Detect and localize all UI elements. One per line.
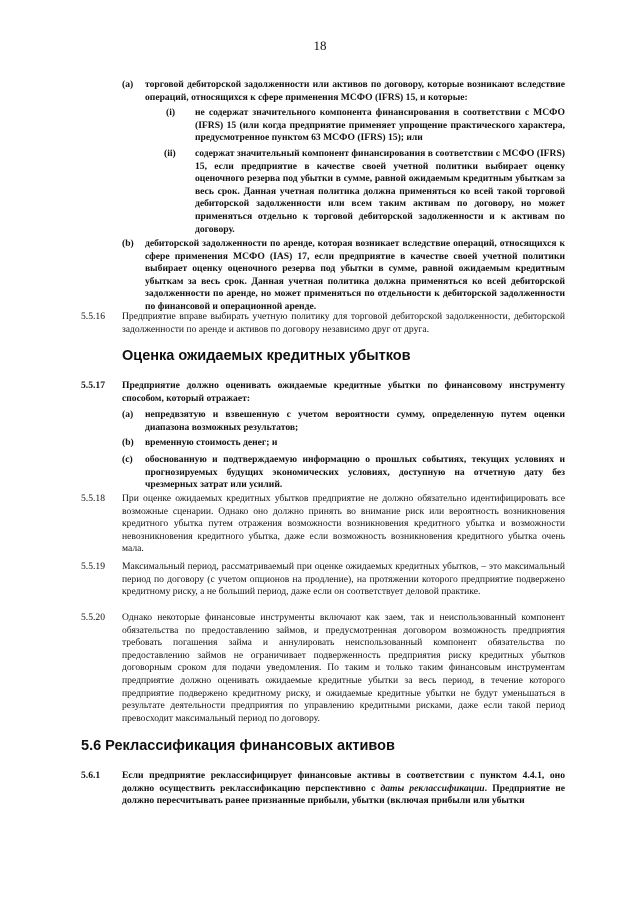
list-label-a: (a) [122,79,134,90]
list-label-b: (b) [122,238,134,249]
list-item-b: дебиторской задолженности по аренде, которая возникает вследствие операций, относящихся к сфере применения МСФО (IAS) 17, если предприятие в качестве своей учетной политики выбирает оценку оценочного резерва под убытки в сумме, равной ожидаемым кредитным убыткам за весь срок. Данная учетная политика должна применяться ко всей дебиторской задолженности по аренде, но может применяться по отдельности к дебиторской задолженности по финансовой и операционной аренде. [145,238,565,312]
para-5520: Однако некоторые финансовые инструменты включают как заем, так и неиспользованный компонент обязательства по предоставлению займов, и предусмотренная договором возможность предприятия требовать погашения займа и аннулировать неиспользованный компонент обязательства по предоставлению займов не ограничивает подверженность предприятия риску кредитных убытков договорным сроком для подачи уведомления. По таким и только таким финансовым инструментам предприятие должно оценивать ожидаемые кредитные убытки за весь период, в течение которого предприятие подвержено кредитному риску, и ожидаемые кредитные убытки не будут уменьшаться в результате деятельности предприятия по управлению кредитными рисками, даже если такой период превосходит максимальный период по договору. [122,612,565,724]
list-label-5517-b: (b) [122,437,134,448]
para-5516: Предприятие вправе выбирать учетную политику для торговой дебиторской задолженности, дебиторской задолженности по аренде и активов по договору независимо друг от друга. [122,311,565,335]
section-heading-expected-losses: Оценка ожидаемых кредитных убытков [122,348,411,364]
list-item-5517-c: обоснованную и подтверждаемую информацию о прошлых событиях, текущих условиях и прогнозируемых будущих экономических условиях, доступную на отчетную дату без чрезмерных затрат или усилий. [145,454,565,491]
para-561 [122,770,565,808]
para-number-5518: 5.5.18 [81,493,105,504]
para-number-5519: 5.5.19 [81,561,105,572]
page-number: 18 [313,38,327,53]
para-561-text-before: Если предприятие реклассифицирует финансовые активы в соответствии с пунктом 4.4.1, оно должно осуществить реклассификацию перспективно с [122,770,565,794]
para-561-text-after: . Предприятие не должно пересчитывать ранее признанные прибыли, убытки (включая прибыли или убытки [122,782,566,807]
list-label-ii: (ii) [164,148,176,159]
para-number-5516: 5.5.16 [81,311,105,322]
para-5518: При оценке ожидаемых кредитных убытков предприятие не должно обязательно идентифицировать все возможные сценарии. Однако оно должно принять во внимание риск или вероятность возникновения кредитного убытка путем отражения возможности возникновения кредитного убытка и возможности невозникновения кредитного убытка, даже если возможность возникновения кредитного убытка очень мала. [122,493,565,555]
list-item-i: не содержат значительного компонента финансирования в соответствии с МСФО (IFRS) 15 (или когда предприятие применяет упрощение практического характера, предусмотренное пунктом 63 МСФО (IFRS) 15); или [195,107,565,144]
list-item-5517-a: непредвзятую и взвешенную с учетом вероятности сумму, определенную путем оценки диапазона возможных результатов; [145,409,565,433]
para-5519: Максимальный период, рассматриваемый при оценке ожидаемых кредитных убытков, – это максимальный период по договору (с учетом опционов на продление), на протяжении которого предприятие подвержено кредитному риску, а не больший период, даже если он соответствует деловой практике. [122,561,565,598]
para-number-5517: 5.5.17 [81,380,105,391]
para-number-561: 5.6.1 [81,770,101,781]
list-item-5517-b: временную стоимость денег; и [145,437,278,448]
para-561-text-italic: даты реклассификации [380,782,485,794]
list-label-5517-a: (a) [122,409,134,420]
list-item-ii: содержат значительный компонент финансирования в соответствии с МСФО (IFRS) 15, если предприятие в качестве своей учетной политики выбирает оценку оценочного резерва под убытки в сумме, равной ожидаемым кредитным убыткам за весь срок. Данная учетная политика должна применяться ко всей такой торговой дебиторской задолженности или всем таким активам по договору, но может применяться отдельно к торговой дебиторской задолженности и к активам по договору. [195,148,565,235]
para-number-5520: 5.5.20 [81,612,105,623]
para-5517: Предприятие должно оценивать ожидаемые кредитные убытки по финансовому инструменту способом, который отражает: [122,380,565,404]
list-label-5517-c: (c) [122,454,133,465]
section-heading-reclassification: 5.6 Реклассификация финансовых активов [81,738,395,754]
list-item-a: торговой дебиторской задолженности или активов по договору, которые возникают вследствие операций, относящихся к сфере применения МСФО (IFRS) 15, и которые: [145,79,565,103]
list-label-i: (i) [166,107,176,118]
